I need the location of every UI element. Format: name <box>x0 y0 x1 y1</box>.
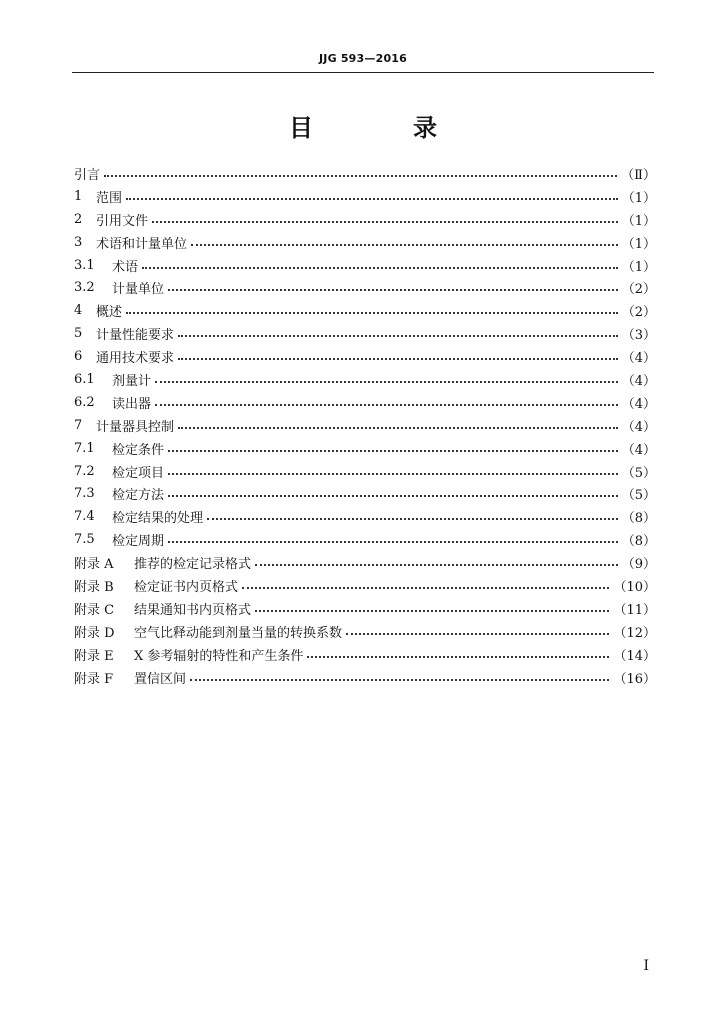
toc-entry-page: （4） <box>621 373 656 389</box>
toc-entry-page: （1） <box>621 213 656 229</box>
toc-entry-number: 3.1 <box>74 257 95 273</box>
toc-dot-leader <box>104 162 617 177</box>
toc-entry-title: 引用文件 <box>96 213 149 229</box>
toc-entry-page: （14） <box>613 648 656 664</box>
toc-entry[interactable] <box>74 505 656 528</box>
toc-entry-page: （4） <box>621 419 656 435</box>
toc-entry[interactable] <box>74 299 656 322</box>
header-divider <box>72 72 654 73</box>
toc-dot-leader <box>190 666 609 681</box>
toc-entry-title: 计量单位 <box>112 282 165 298</box>
toc-entry-page: （2） <box>621 282 656 298</box>
toc-entry-title: 范围 <box>96 190 123 206</box>
toc-dot-leader <box>191 231 618 246</box>
toc-entry[interactable] <box>74 231 656 254</box>
toc-dot-leader <box>255 597 609 612</box>
toc-entry[interactable] <box>74 276 656 299</box>
toc-entry[interactable] <box>74 345 656 368</box>
toc-entry-title: 检定证书内页格式 <box>134 579 239 595</box>
toc-dot-leader <box>142 254 618 269</box>
toc-dot-leader <box>168 437 618 452</box>
toc-entry-title: 术语和计量单位 <box>96 236 188 252</box>
toc-entry-number: 7.5 <box>74 532 95 548</box>
toc-entry-number: 1 <box>74 188 83 204</box>
toc-entry-page: （10） <box>613 579 656 595</box>
toc-entry-number: 4 <box>74 303 83 319</box>
toc-dot-leader <box>155 368 618 383</box>
toc-entry-number: 7.1 <box>74 440 95 456</box>
toc-entry[interactable] <box>74 437 656 460</box>
toc-entry[interactable] <box>74 368 656 391</box>
toc-entry-page: （2） <box>621 305 656 321</box>
toc-dot-leader <box>346 620 609 635</box>
toc-entry-number: 2 <box>74 211 83 227</box>
toc-entry[interactable] <box>74 620 656 643</box>
toc-entry[interactable] <box>74 528 656 551</box>
toc-entry[interactable] <box>74 322 656 345</box>
table-of-contents <box>74 162 656 688</box>
toc-entry-number: 附录 E <box>74 648 114 664</box>
toc-entry-number: 7 <box>74 417 83 433</box>
toc-entry-title: 检定条件 <box>112 442 165 458</box>
toc-entry-title: 推荐的检定记录格式 <box>134 557 252 573</box>
toc-entry[interactable] <box>74 666 656 689</box>
toc-entry-page: （5） <box>621 488 656 504</box>
toc-entry-number: 3 <box>74 234 83 250</box>
toc-dot-leader <box>152 208 618 223</box>
toc-dot-leader <box>178 345 618 360</box>
toc-dot-leader <box>178 414 618 429</box>
toc-entry-title: 检定方法 <box>112 488 165 504</box>
toc-entry-number: 附录 A <box>74 557 114 573</box>
toc-entry-page: （4） <box>621 396 656 412</box>
toc-entry-page: （9） <box>621 557 656 573</box>
toc-dot-leader <box>307 643 609 658</box>
toc-dot-leader <box>155 391 618 406</box>
toc-entry-number: 附录 C <box>74 602 115 618</box>
toc-entry-page: （12） <box>613 625 656 641</box>
toc-entry-title: 读出器 <box>112 396 152 412</box>
toc-entry[interactable] <box>74 643 656 666</box>
toc-entry-title: 检定项目 <box>112 465 165 481</box>
toc-dot-leader <box>255 551 618 566</box>
toc-entry[interactable] <box>74 391 656 414</box>
toc-entry-number: 6.2 <box>74 394 95 410</box>
page-title: 目 录 <box>289 114 475 142</box>
toc-entry-number: 附录 F <box>74 671 114 687</box>
toc-entry-number: 6.1 <box>74 371 95 387</box>
toc-entry[interactable] <box>74 574 656 597</box>
toc-entry[interactable] <box>74 482 656 505</box>
toc-dot-leader <box>242 574 609 589</box>
toc-entry-title: 剂量计 <box>112 373 152 389</box>
toc-entry[interactable] <box>74 460 656 483</box>
toc-dot-leader <box>168 482 618 497</box>
toc-entry[interactable] <box>74 208 656 231</box>
toc-entry-page: （8） <box>621 511 656 527</box>
page-number: I <box>643 958 649 974</box>
toc-entry[interactable] <box>74 185 656 208</box>
toc-entry-title: 检定周期 <box>112 534 165 550</box>
toc-entry-number: 附录 D <box>74 625 115 641</box>
toc-entry-title: 计量性能要求 <box>96 328 175 344</box>
toc-dot-leader <box>207 505 618 520</box>
toc-dot-leader <box>168 276 618 291</box>
toc-entry-number: 7.2 <box>74 463 95 479</box>
toc-entry-title: 结果通知书内页格式 <box>134 602 252 618</box>
toc-entry[interactable] <box>74 162 656 185</box>
toc-entry[interactable] <box>74 414 656 437</box>
toc-entry-title: 概述 <box>96 305 123 321</box>
toc-dot-leader <box>126 185 618 200</box>
toc-entry-title: 通用技术要求 <box>96 351 175 367</box>
toc-entry-number: 附录 B <box>74 579 114 595</box>
toc-entry-page: （11） <box>613 602 656 618</box>
toc-entry-number: 7.4 <box>74 509 95 525</box>
toc-dot-leader <box>126 299 618 314</box>
toc-entry-title: 计量器具控制 <box>96 419 175 435</box>
toc-entry-page: （Ⅱ） <box>621 167 656 183</box>
toc-entry-number: 7.3 <box>74 486 95 502</box>
toc-entry-page: （1） <box>621 259 656 275</box>
toc-entry-title: 空气比释动能到剂量当量的转换系数 <box>134 625 343 641</box>
toc-entry-page: （1） <box>621 190 656 206</box>
toc-entry-number: 6 <box>74 349 83 365</box>
toc-entry-title: 引言 <box>74 167 101 183</box>
toc-entry-page: （5） <box>621 465 656 481</box>
toc-entry-page: （4） <box>621 442 656 458</box>
toc-entry[interactable] <box>74 551 656 574</box>
toc-entry-page: （3） <box>621 328 656 344</box>
toc-dot-leader <box>168 528 618 543</box>
toc-dot-leader <box>168 460 618 475</box>
toc-entry-number: 5 <box>74 326 83 342</box>
toc-entry-title: X 参考辐射的特性和产生条件 <box>134 648 304 664</box>
toc-entry[interactable] <box>74 254 656 277</box>
toc-entry-page: （4） <box>621 351 656 367</box>
toc-entry-title: 术语 <box>112 259 139 275</box>
toc-entry[interactable] <box>74 597 656 620</box>
toc-entry-page: （8） <box>621 534 656 550</box>
toc-entry-page: （1） <box>621 236 656 252</box>
toc-dot-leader <box>178 322 618 337</box>
toc-entry-title: 置信区间 <box>134 671 187 687</box>
document-code-header: JJG 593—2016 <box>318 52 408 65</box>
toc-entry-number: 3.2 <box>74 280 95 296</box>
toc-entry-page: （16） <box>613 671 656 687</box>
toc-entry-title: 检定结果的处理 <box>112 511 204 527</box>
